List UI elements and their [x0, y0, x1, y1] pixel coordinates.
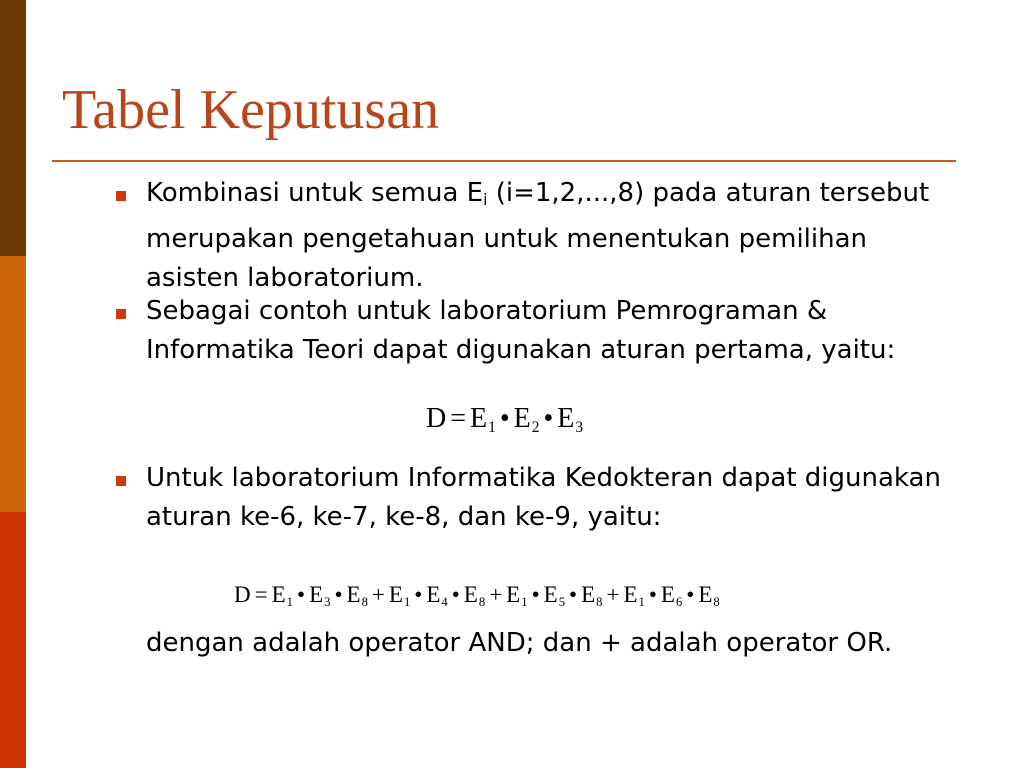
formula-or-operator: +	[606, 582, 620, 607]
formula-variable: E	[557, 403, 575, 434]
formula-subscript: 3	[324, 595, 331, 610]
formula-and-operator: •	[499, 403, 510, 434]
formula-and-operator: •	[334, 582, 343, 607]
formula-subscript: 1	[638, 595, 645, 610]
formula-rule-1	[426, 402, 583, 445]
formula-equals: =	[450, 403, 467, 434]
bullet-square-icon	[116, 476, 126, 486]
formula-variable: E	[271, 582, 286, 607]
formula-and-operator: •	[569, 582, 578, 607]
side-stripe-bottom	[0, 512, 26, 768]
formula-subscript: 8	[596, 595, 603, 610]
formula-subscript: 1	[521, 595, 528, 610]
formula-subscript: 2	[531, 419, 540, 437]
formula-variable: E	[426, 582, 441, 607]
side-stripe-middle	[0, 256, 26, 512]
formula-subscript: 8	[361, 595, 368, 610]
formula-variable: E	[388, 582, 403, 607]
side-stripe-top	[0, 0, 26, 256]
formula-variable: E	[543, 582, 558, 607]
bullet-text-3: Untuk laboratorium Informatika Kedokteran dapat digunakan aturan ke-6, ke-7, ke-8, dan ke-9, yaitu:	[146, 463, 941, 532]
formula-or-operator: +	[371, 582, 385, 607]
formula-lhs: D	[234, 582, 251, 607]
bullet-square-icon	[116, 309, 126, 319]
formula-rules-6-9	[234, 578, 720, 619]
formula-subscript: 8	[478, 595, 486, 610]
formula-subscript: 8	[713, 595, 720, 610]
slide-title: Tabel Keputusan	[62, 79, 440, 141]
formula-and-operator: •	[297, 582, 306, 607]
formula-variable: E	[623, 582, 638, 607]
formula-variable: E	[470, 403, 488, 434]
formula-subscript: 1	[488, 419, 496, 437]
formula-equals: =	[254, 582, 268, 607]
formula-variable: E	[506, 582, 521, 607]
formula-subscript: 4	[441, 595, 448, 610]
formula-and-operator: •	[531, 582, 540, 607]
formula-and-operator: •	[648, 582, 657, 607]
bullet-text-1: Kombinasi untuk semua $E_i$ (i=1,2,...,8) pada aturan tersebut merupakan pengetahuan untuk menentukan pemilihan asisten laboratorium.	[146, 178, 930, 293]
formula-variable: E	[698, 582, 713, 607]
formula-variable: E	[463, 582, 478, 607]
bullet-text-2: Sebagai contoh untuk laboratorium Pemrograman & Informatika Teori dapat digunakan aturan pertama, yaitu:	[146, 296, 896, 365]
formula-lhs: D	[426, 403, 447, 434]
formula-subscript: 1	[286, 595, 293, 610]
formula-and-operator: •	[451, 582, 460, 607]
formula-variable: E	[346, 582, 361, 607]
formula-subscript: 5	[558, 595, 566, 610]
formula-and-operator: •	[414, 582, 423, 607]
formula-variable: E	[513, 403, 531, 434]
operator-note: dengan adalah operator AND; dan + adalah operator OR.	[146, 628, 893, 658]
formula-variable: E	[309, 582, 324, 607]
formula-and-operator: •	[686, 582, 695, 607]
formula-and-operator: •	[543, 403, 554, 434]
formula-variable: E	[660, 582, 675, 607]
formula-subscript: 6	[675, 595, 683, 610]
formula-variable: E	[581, 582, 596, 607]
formula-or-operator: +	[489, 582, 503, 607]
formula-subscript: 3	[575, 419, 584, 437]
formula-subscript: 1	[403, 595, 411, 610]
title-underline	[52, 160, 956, 162]
bullet-square-icon	[116, 191, 126, 201]
